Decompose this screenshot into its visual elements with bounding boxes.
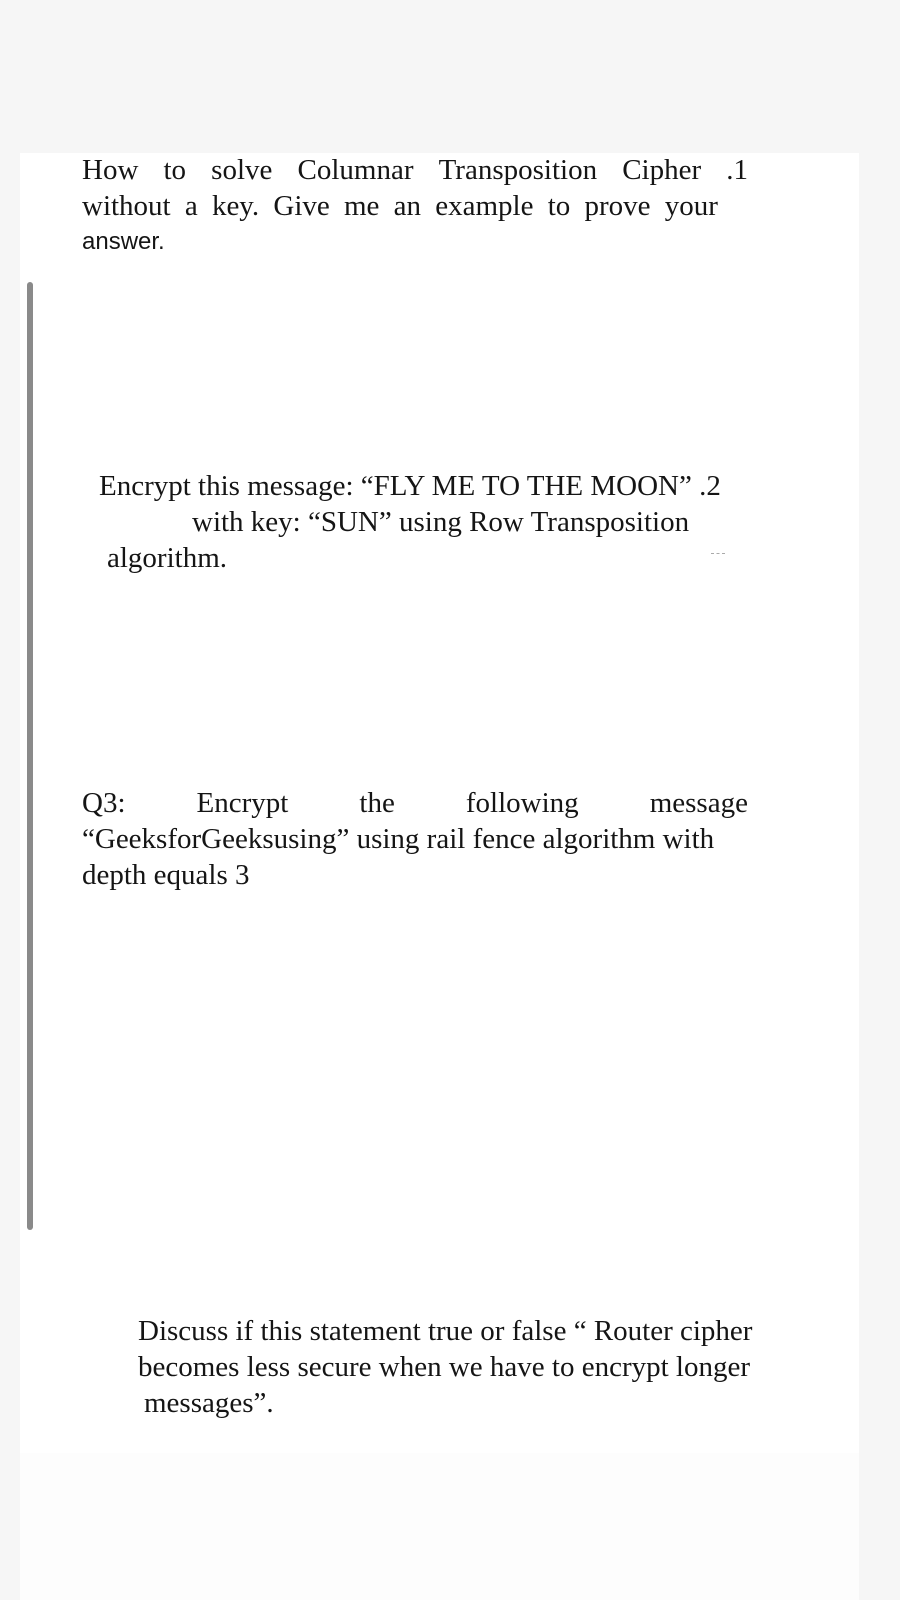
question-2-line-2: with key: “SUN” using Row Transposition <box>192 506 690 538</box>
q1-number: .1 <box>726 154 748 186</box>
q1-word: Columnar <box>297 154 414 186</box>
q3-word: message <box>649 787 748 819</box>
q1-word: me <box>344 190 380 222</box>
small-mark <box>711 553 725 555</box>
q1-word: solve <box>211 154 273 186</box>
q1-word: prove <box>584 190 651 222</box>
q1-word: key. <box>211 190 260 222</box>
q1-word: to <box>547 190 571 222</box>
question-4-line-3: messages”. <box>144 1387 274 1419</box>
question-2 <box>99 468 721 576</box>
margin-bar <box>27 282 33 1230</box>
q3-word: Encrypt <box>196 787 289 819</box>
question-1 <box>82 152 748 260</box>
question-3-line-3: depth equals 3 <box>82 859 250 891</box>
q1-word: an <box>393 190 422 222</box>
q1-word: your <box>664 190 718 222</box>
question-4 <box>138 1313 752 1421</box>
question-3-line-2: “GeeksforGeeksusing” using rail fence algorithm with <box>82 823 715 855</box>
question-4-line-2: becomes less secure when we have to encrypt longer <box>138 1351 750 1383</box>
q1-word: Give <box>273 190 330 222</box>
question-2-line-1: Encrypt this message: “FLY ME TO THE MOON” .2 <box>99 470 721 502</box>
q1-word: without <box>82 190 171 222</box>
q3-label: Q3: <box>82 787 126 819</box>
question-3-line-1 <box>82 785 748 821</box>
q1-word: example <box>435 190 534 222</box>
q1-word: Transposition <box>438 154 598 186</box>
question-1-line-3: answer. <box>82 228 165 255</box>
question-4-line-1: Discuss if this statement true or false “ Router cipher <box>138 1315 753 1347</box>
question-3 <box>82 785 748 893</box>
question-2-line-3: algorithm. <box>107 542 228 574</box>
question-1-line-2 <box>82 188 718 224</box>
q1-word: to <box>163 154 187 186</box>
q1-word: Cipher <box>622 154 702 186</box>
q1-word: How <box>82 154 139 186</box>
q3-word: the <box>359 787 395 819</box>
paper-bottom <box>20 1453 859 1600</box>
question-1-line-1 <box>82 152 748 188</box>
q1-word: a <box>184 190 198 222</box>
q3-word: following <box>465 787 579 819</box>
